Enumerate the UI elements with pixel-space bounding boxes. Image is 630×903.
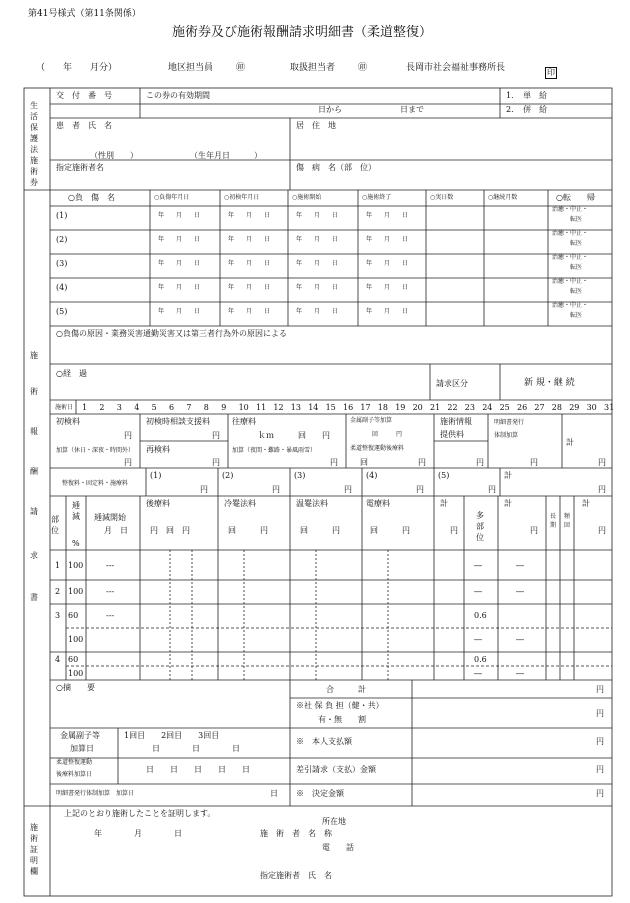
injury-date-3-3: 年 月 日 [366, 284, 409, 291]
calendar-day: 3 [116, 403, 122, 412]
travel-add-yen: 円 [330, 458, 338, 467]
certify-address: 所在地 [322, 817, 346, 826]
calendar-day: 8 [203, 403, 209, 412]
patient-name-label: 患 者 氏 名 [56, 121, 112, 130]
valid-from: 日から [318, 105, 342, 114]
detail-start: --- [106, 561, 115, 570]
initial-add-yen: 円 [124, 458, 132, 467]
injury-row-label: (5) [56, 307, 68, 316]
fee-total-yen: 円 [598, 458, 606, 467]
calendar-day: 2 [99, 403, 105, 412]
valid-period-label: この券の有効期間 [146, 91, 210, 100]
calendar-day: 15 [325, 403, 336, 412]
metal-day-row: 日 日 日 [152, 744, 240, 753]
part-yen: 円 [344, 485, 352, 494]
treatment-side-5: 請 [30, 507, 38, 516]
treatment-side-7: 書 [30, 593, 38, 602]
initial-fee-label: 初検料 [56, 417, 80, 426]
injury-outcome-4: 治癒・中止・ [552, 302, 589, 309]
self-pay-yen: 円 [596, 737, 604, 746]
injury-date-3-0: 年 月 日 [158, 284, 201, 291]
detail-pct: 100 [68, 561, 84, 570]
injury-date-1-3: 年 月 日 [366, 236, 409, 243]
social-label: ※社 保 負 担（健・共） [296, 701, 384, 710]
injury-date-4-2: 年 月 日 [296, 308, 339, 315]
injury-cause: ○負傷の原因・業務災害通勤災害又は第三者行為外の原因による [56, 329, 287, 338]
judo-add-kai: 回 [360, 458, 368, 467]
part-yen: 円 [200, 485, 208, 494]
detail-warm-header: 温罨法料 [296, 499, 328, 508]
metal-add-label: 金属副子等加算 [350, 417, 393, 424]
injury-date-0-2: 年 月 日 [296, 212, 339, 219]
issue-number-label: 交 付 番 号 [56, 91, 112, 100]
detail-multi: ― [474, 561, 482, 570]
info-fee-yen: 円 [476, 458, 484, 467]
calendar-day: 17 [360, 403, 371, 412]
calendar-day: 5 [151, 403, 157, 412]
consult-fee-yen: 円 [212, 431, 220, 440]
detail-part-no: 1 [55, 561, 61, 570]
calendar-day: 7 [186, 403, 192, 412]
calendar-day: 14 [308, 403, 319, 412]
part-yen: 円 [272, 485, 280, 494]
detail-after-sub: 円 回 円 [150, 526, 190, 535]
calendar-day: 31 [604, 403, 615, 412]
certify-date: 年 月 日 [94, 829, 182, 838]
injury-header-3: ○施術開始 [292, 194, 322, 201]
injury-row-label: (1) [56, 211, 68, 220]
detail-total-yen: 円 [450, 526, 458, 535]
certify-text: 上記のとおり施術したことを証明します。 [64, 809, 216, 818]
calendar-day: 4 [134, 403, 140, 412]
abstract-label: ○摘 要 [56, 683, 95, 692]
injury-date-3-1: 年 月 日 [228, 284, 271, 291]
judo-days-label: 柔道整復運動 [56, 759, 93, 766]
detail-pct: 100 [68, 587, 84, 596]
calendar-day: 29 [569, 403, 580, 412]
detail-row-total: ― [516, 635, 524, 644]
birth-label: （生年月日 ） [190, 151, 262, 160]
detail-part-no: 2 [55, 587, 61, 596]
detail-row-total: ― [516, 587, 524, 596]
detail-row-total: ― [516, 669, 524, 678]
detail-pct: 60 [68, 655, 79, 664]
voucher-side-label: 生活保護法施術券 [30, 101, 38, 187]
fee-total-label: 計 [566, 438, 574, 447]
certify-side-label: 施術証明欄 [30, 823, 38, 876]
judo-add-yen: 円 [418, 458, 426, 467]
detail-electric-sub: 回 円 [370, 526, 410, 535]
detail-warm-sub: 回 円 [300, 526, 340, 535]
part-number: (5) [438, 471, 450, 480]
summary-total-yen: 円 [596, 685, 604, 694]
detail-after-header: 後療料 [146, 499, 170, 508]
detail-pct: 60 [68, 611, 79, 620]
diff-claim-yen: 円 [596, 765, 604, 774]
detail-part-no: 4 [55, 655, 61, 664]
re-exam-yen: 円 [212, 458, 220, 467]
injury-header-5: ○実日数 [430, 194, 454, 201]
injury-row-label: (2) [56, 235, 68, 244]
initial-fee-yen: 円 [124, 431, 132, 440]
calendar-day: 25 [499, 403, 510, 412]
treatment-side-3: 報 [30, 427, 38, 436]
progress-label: ○経 過 [56, 369, 87, 378]
certify-phone: 電 話 [322, 843, 354, 852]
form-number: 第41号様式（第11条関係） [28, 9, 141, 19]
certify-practitioner: 施 術 者 名 称 [260, 829, 332, 838]
detail-part-no: 3 [55, 611, 61, 620]
statement-label: 明細書発行 [494, 419, 525, 426]
metal-times: 1回目 2回目 3回目 [124, 731, 220, 740]
detail-part-header: 部位 [51, 515, 59, 535]
detail-pct-header: % [72, 539, 80, 548]
detail-times-header: 頻回 [564, 513, 571, 529]
calendar-day: 20 [412, 403, 423, 412]
injury-header-7: ○転 帰 [556, 193, 595, 202]
metal-days-label: 金属副子等 [60, 731, 100, 740]
statement-yen: 円 [530, 458, 538, 467]
detail-pct: 100 [68, 669, 84, 678]
injury-row-label: (4) [56, 283, 68, 292]
part-number: (4) [366, 471, 378, 480]
calendar-day: 24 [482, 403, 493, 412]
calendar-day: 22 [447, 403, 458, 412]
detail-total2-header: 計 [504, 499, 512, 508]
diff-claim-label: 差引請求（支払）金額 [296, 765, 376, 774]
injury-date-1-1: 年 月 日 [228, 236, 271, 243]
injury-date-1-2: 年 月 日 [296, 236, 339, 243]
calendar-day: 16 [343, 403, 354, 412]
social-yen: 円 [596, 709, 604, 718]
injury-date-2-3: 年 月 日 [366, 260, 409, 267]
detail-start-header: 逓減開始 [94, 513, 126, 522]
claim-type-options: 新 規・継 続 [524, 378, 575, 388]
detail-start: --- [106, 587, 115, 596]
metal-add-kai: 回 円 [372, 431, 403, 438]
judo-add-label: 柔道整復運動後療料 [350, 445, 405, 452]
parts-total-label: 計 [504, 471, 512, 480]
calendar-day: 12 [273, 403, 284, 412]
detail-row-total: ― [516, 561, 524, 570]
injury-header-0: ○負 傷 名 [68, 193, 115, 202]
judo-days-row: 日 日 日 日 日 [146, 765, 250, 774]
district-stamp: ㊞ [236, 63, 246, 73]
injury-date-1-0: 年 月 日 [158, 236, 201, 243]
decided-label: ※ 決定金額 [296, 789, 344, 798]
detail-cold-header: 冷罨法料 [224, 499, 256, 508]
option-single: 1． 単 給 [506, 91, 548, 100]
injury-header-6: ○継続月数 [488, 194, 518, 201]
parts-label: 整復料・固定料・施療料 [62, 480, 129, 487]
injury-outcome-transfer-4: 転医 [570, 312, 583, 319]
calendar-day: 28 [551, 403, 562, 412]
detail-long-header: 長期 [550, 513, 557, 529]
calendar-day: 1 [82, 403, 88, 412]
injury-outcome-transfer-0: 転医 [570, 216, 583, 223]
calendar-day: 19 [395, 403, 406, 412]
year-month: （ 年 月分） [36, 63, 118, 73]
injury-outcome-2: 治癒・中止・ [552, 254, 589, 261]
part-yen: 円 [488, 485, 496, 494]
detail-reduce-header: 逓減 [72, 501, 80, 521]
practitioner-label: 指定施術者名 [56, 163, 104, 172]
director: 長岡市社会福祉事務所長 [406, 63, 506, 73]
initial-fee-add: 加算（休日・深夜・時間外） [56, 447, 135, 454]
calendar-label: 施術日 [55, 404, 74, 411]
page-title: 施術券及び施術報酬請求明細書（柔道整復） [172, 25, 433, 40]
injury-date-4-1: 年 月 日 [228, 308, 271, 315]
disease-label: 傷 病 名（部 位） [296, 163, 376, 172]
treatment-side-4: 酬 [30, 467, 38, 476]
calendar-day: 30 [586, 403, 597, 412]
metal-days-label-2: 加算日 [70, 744, 94, 753]
injury-outcome-transfer-1: 転医 [570, 240, 583, 247]
parts-total-yen: 円 [598, 485, 606, 494]
detail-multi: 0.6 [474, 611, 487, 620]
handler: 取扱担当者 [290, 63, 336, 73]
injury-date-4-3: 年 月 日 [366, 308, 409, 315]
option-combined: 2． 併 給 [506, 105, 548, 114]
injury-date-0-1: 年 月 日 [228, 212, 271, 219]
detail-total2-yen: 円 [530, 526, 538, 535]
statement-add-day: 日 [270, 789, 278, 798]
certify-name: 指定施術者 氏 名 [260, 871, 332, 880]
re-exam-label: 再検料 [146, 445, 170, 454]
calendar-day: 18 [377, 403, 388, 412]
injury-outcome-3: 治癒・中止・ [552, 278, 589, 285]
sex-label: （性別 ） [90, 151, 138, 160]
injury-header-1: ○負傷年月日 [154, 194, 190, 201]
detail-multi: ― [474, 635, 482, 644]
injury-date-0-3: 年 月 日 [366, 212, 409, 219]
calendar-day: 13 [290, 403, 301, 412]
calendar-day: 10 [238, 403, 249, 412]
injury-outcome-transfer-3: 転医 [570, 288, 583, 295]
injury-date-2-2: 年 月 日 [296, 260, 339, 267]
injury-outcome-transfer-2: 転医 [570, 264, 583, 271]
injury-date-0-0: 年 月 日 [158, 212, 201, 219]
detail-multi: ― [474, 587, 482, 596]
calendar-day: 9 [221, 403, 227, 412]
treatment-side-6: 求 [30, 551, 38, 560]
injury-date-3-2: 年 月 日 [296, 284, 339, 291]
part-number: (3) [294, 471, 306, 480]
calendar-day: 23 [464, 403, 475, 412]
valid-until: 日まで [400, 105, 424, 114]
detail-multi-header: 多部位 [476, 511, 484, 542]
statement-label-2: 体制加算 [494, 432, 519, 439]
district-officer: 地区担当員 [168, 63, 214, 73]
injury-row-label: (3) [56, 259, 68, 268]
self-pay-label: ※ 本人支払額 [296, 737, 352, 746]
detail-total3-header: 計 [582, 499, 590, 508]
detail-multi: ― [474, 669, 482, 678]
info-fee-label-2: 提供料 [440, 430, 464, 439]
injury-header-2: ○初検年月日 [224, 194, 260, 201]
detail-start: --- [106, 611, 115, 620]
detail-total-header: 計 [440, 499, 448, 508]
travel-km: ｋｍ 回 円 [258, 431, 330, 440]
calendar-day: 26 [517, 403, 528, 412]
travel-add-label: 加算（夜間・難路・暴風雨雪） [232, 447, 317, 454]
detail-total3-yen: 円 [598, 526, 606, 535]
injury-date-4-0: 年 月 日 [158, 308, 201, 315]
director-stamp: 印 [547, 68, 555, 77]
decided-yen: 円 [596, 789, 604, 798]
detail-multi: 0.6 [474, 655, 487, 664]
social-label-2: 有・無 割 [318, 715, 366, 724]
treatment-side-2: 術 [30, 387, 38, 396]
consult-fee-label: 初検時相談支援料 [146, 417, 210, 426]
part-number: (1) [150, 471, 162, 480]
summary-total-label: 合 計 [326, 685, 366, 694]
detail-start-header-2: 月 日 [104, 526, 128, 535]
info-fee-label: 施術情報 [440, 417, 472, 426]
calendar-day: 6 [169, 403, 175, 412]
address-label: 居 住 地 [296, 121, 336, 130]
treatment-side-1: 施 [30, 351, 38, 360]
injury-outcome-1: 治癒・中止・ [552, 230, 589, 237]
injury-header-4: ○施術終了 [362, 194, 392, 201]
detail-cold-sub: 回 円 [228, 526, 268, 535]
travel-fee-label: 往療料 [232, 417, 256, 426]
calendar-day: 27 [534, 403, 545, 412]
detail-electric-header: 電療料 [366, 499, 390, 508]
claim-type-label: 請求区分 [436, 379, 468, 388]
statement-add-days: 明細書発行体制加算 加算日 [56, 790, 135, 797]
injury-date-2-1: 年 月 日 [228, 260, 271, 267]
injury-date-2-0: 年 月 日 [158, 260, 201, 267]
part-yen: 円 [416, 485, 424, 494]
calendar-day: 21 [430, 403, 441, 412]
part-number: (2) [222, 471, 234, 480]
handler-stamp: ㊞ [358, 63, 368, 73]
detail-pct: 100 [68, 635, 84, 644]
calendar-day: 11 [256, 403, 267, 412]
injury-outcome-0: 治癒・中止・ [552, 206, 589, 213]
judo-days-label-2: 後療料加算日 [56, 771, 93, 778]
